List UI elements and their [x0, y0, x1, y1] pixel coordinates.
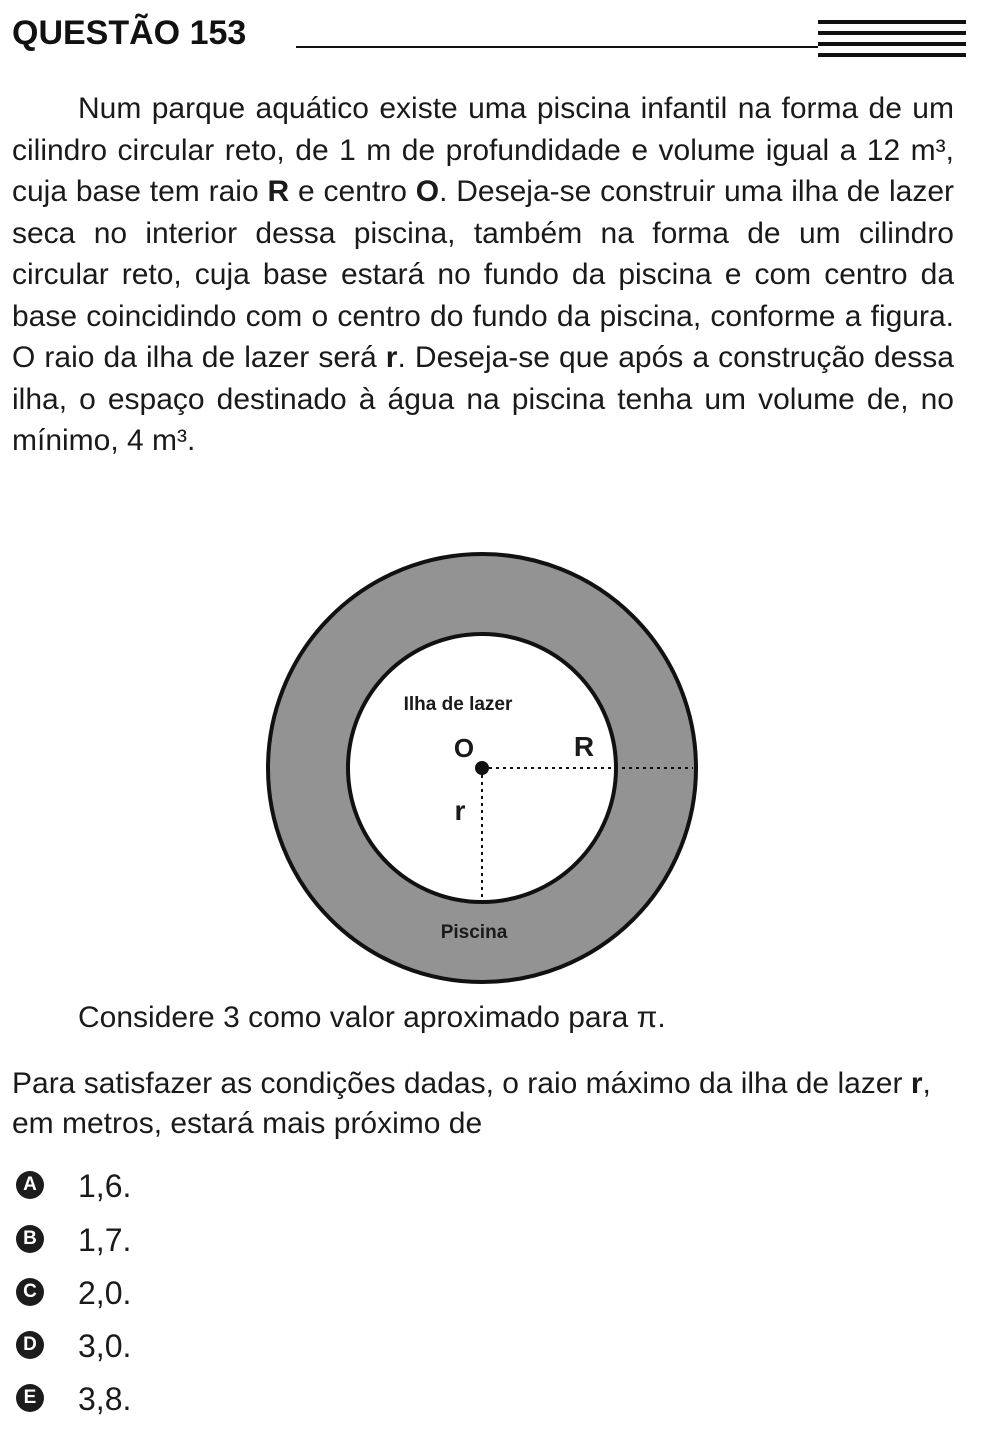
option-e[interactable] — [16, 1377, 316, 1421]
option-b-letter-icon: B — [16, 1225, 44, 1253]
stem-text: e centro — [289, 175, 416, 208]
center-point — [475, 761, 489, 775]
outer-radius-label: R — [573, 731, 595, 762]
option-c[interactable] — [16, 1271, 316, 1315]
option-b-value: 1,7. — [78, 1222, 132, 1258]
option-e-value: 3,8. — [78, 1381, 132, 1417]
header-bars — [818, 20, 966, 60]
pool-label: Piscina — [440, 922, 508, 943]
prompt-text: Para satisfazer as condições dadas, o raio máximo da ilha de lazer — [12, 1067, 911, 1100]
center-label: O — [453, 733, 475, 763]
pool-diagram — [262, 548, 702, 988]
stem-center-O: O — [415, 175, 440, 208]
option-d[interactable] — [16, 1324, 316, 1368]
option-a-letter-icon: A — [16, 1171, 44, 1199]
option-c-value: 2,0. — [78, 1275, 132, 1311]
option-b[interactable] — [16, 1218, 316, 1262]
stem-text: . Deseja-se que após a construção dessa ilha, o espaço destinado à água na piscina tenha um volume de, no mínimo, 4 m³. — [12, 341, 954, 457]
island-label: Ilha de lazer — [403, 694, 513, 715]
question-title: QUESTÃO 153 — [12, 14, 247, 52]
stem-radius-r: r — [385, 341, 398, 374]
option-e-letter-icon: E — [16, 1384, 44, 1412]
pool-figure — [262, 548, 702, 988]
question-prompt — [12, 1064, 954, 1144]
stem-text: Num parque aquático existe uma piscina infantil na forma de um cilindro circular reto, de 1 m de profundidade e volume igual a 12 m³, cuja base tem raio — [12, 92, 954, 208]
consider-note: Considere 3 como valor aproximado para π. — [78, 1001, 666, 1034]
prompt-radius-r: r — [910, 1067, 923, 1100]
header-rule — [296, 46, 818, 48]
stem-text: . Deseja-se construir uma ilha de lazer seca no interior dessa piscina, também na forma de um cilindro circular reto, cuja base estará no fundo da piscina e com centro da base coincidindo com o centro do fundo da piscina, conforme a figura. O raio da ilha de lazer será — [12, 175, 955, 374]
option-d-value: 3,0. — [78, 1328, 132, 1364]
prompt-text: , em metros, estará mais próximo de — [12, 1067, 931, 1140]
inner-radius-label: r — [454, 795, 466, 826]
option-a-value: 1,6. — [78, 1168, 132, 1204]
question-header — [12, 12, 956, 56]
option-c-letter-icon: C — [16, 1278, 44, 1306]
option-a[interactable] — [16, 1164, 316, 1208]
option-d-letter-icon: D — [16, 1331, 44, 1359]
stem-radius-R: R — [267, 175, 290, 208]
question-stem — [12, 88, 954, 462]
